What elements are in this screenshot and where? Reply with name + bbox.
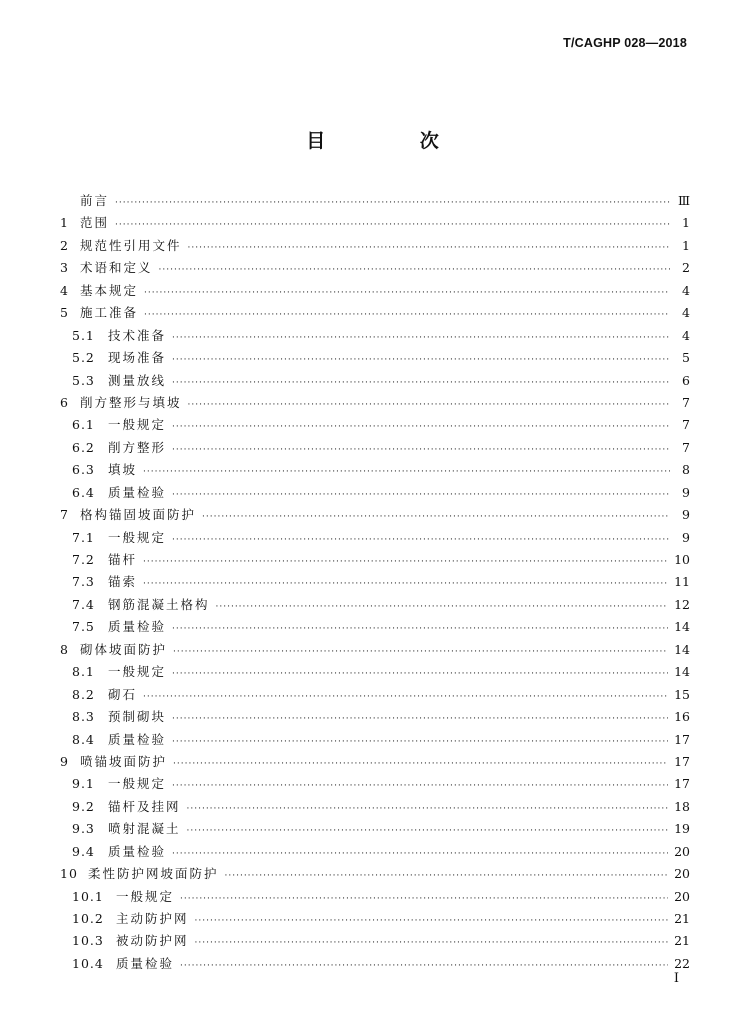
toc-entry-page: 1: [682, 237, 690, 253]
toc-entry-number: 5.3: [72, 372, 95, 388]
toc-entry-page: 9: [682, 484, 690, 500]
toc-entry-label: 质量检验: [108, 484, 167, 500]
toc-entry-number: 6: [60, 394, 69, 410]
toc-entry[interactable]: [60, 841, 690, 863]
toc-entry-page: 14: [674, 641, 690, 657]
toc-entry[interactable]: [60, 751, 690, 773]
toc-entry-page: 1: [682, 215, 690, 231]
toc-entry-number: 7: [60, 507, 69, 523]
toc-entry-number: 8.3: [72, 709, 95, 725]
toc-entry-number: 10.4: [72, 955, 104, 971]
toc-entry-number: 6.4: [72, 484, 95, 500]
toc-entry-label: 质量检验: [116, 955, 175, 971]
toc-entry-label: 质量检验: [108, 619, 167, 635]
toc-entry-page: 2: [682, 260, 690, 276]
toc-leader-dots: [115, 192, 670, 214]
toc-entry-number: 9: [60, 753, 69, 769]
toc-entry-page: 21: [674, 911, 690, 926]
toc-entry-label: 填坡: [108, 462, 138, 478]
toc-entry-label: 喷锚坡面防护: [80, 753, 168, 769]
page-number: I: [673, 971, 679, 986]
toc-entry[interactable]: [60, 437, 690, 459]
toc-entry-label: 前言: [80, 193, 110, 208]
toc-entry-number: 10.3: [72, 933, 104, 949]
toc-entry-number: 10.2: [72, 911, 104, 926]
toc-entry[interactable]: [60, 190, 690, 212]
toc-entry-page: 17: [674, 731, 690, 747]
toc-entry-label: 锚杆及挂网: [108, 798, 181, 814]
toc-entry[interactable]: [60, 594, 690, 616]
toc-leader-dots: [172, 349, 670, 371]
toc-leader-dots: [172, 372, 670, 394]
toc-entry[interactable]: [60, 235, 690, 257]
toc-entry[interactable]: [60, 729, 690, 751]
toc-leader-dots: [143, 551, 668, 573]
toc-entry[interactable]: [60, 684, 690, 706]
page-title: 目 次: [306, 130, 483, 152]
toc-leader-dots: [195, 932, 669, 954]
toc-entry-page: 20: [674, 888, 690, 904]
toc-entry[interactable]: [60, 818, 690, 840]
toc-entry-label: 锚索: [108, 574, 138, 590]
toc-entry[interactable]: [60, 863, 690, 885]
toc-entry-number: 3: [60, 260, 69, 276]
toc-entry-page: 17: [674, 753, 690, 769]
toc-leader-dots: [172, 843, 668, 865]
toc-entry-page: 11: [674, 574, 690, 590]
toc-entry-label: 一般规定: [108, 417, 167, 433]
toc-entry-page: 12: [674, 596, 690, 612]
toc-entry-number: 8.1: [72, 664, 95, 680]
toc-entry-label: 质量检验: [108, 843, 167, 859]
toc-entry-label: 施工准备: [80, 305, 139, 321]
toc-entry[interactable]: [60, 302, 690, 324]
toc-leader-dots: [188, 394, 670, 416]
toc-entry-page: 8: [682, 462, 690, 478]
toc-leader-dots: [225, 865, 669, 887]
toc-leader-dots: [195, 910, 669, 932]
toc-leader-dots: [173, 641, 668, 663]
toc-entry-page: 7: [682, 394, 690, 410]
toc-entry[interactable]: [60, 257, 690, 279]
toc-entry[interactable]: [60, 325, 690, 347]
toc-leader-dots: [188, 237, 670, 259]
toc-leader-dots: [143, 461, 670, 483]
toc-entry-label: 一般规定: [108, 776, 167, 792]
toc-entry[interactable]: [60, 280, 690, 302]
toc-entry-label: 术语和定义: [80, 260, 153, 276]
toc-entry-number: 5.2: [72, 350, 95, 366]
toc-entry[interactable]: [60, 504, 690, 526]
toc-entry-number: 7.1: [72, 529, 95, 545]
toc-entry-page: 20: [674, 866, 690, 882]
toc-entry-number: 7.5: [72, 619, 95, 635]
toc-leader-dots: [187, 798, 669, 820]
toc-leader-dots: [172, 327, 670, 349]
toc-entry-number: 8.4: [72, 731, 95, 747]
toc-entry[interactable]: [60, 482, 690, 504]
toc-entry-number: 7.2: [72, 552, 95, 567]
toc-entry-page: 20: [674, 843, 690, 859]
toc-entry-label: 喷射混凝土: [108, 821, 181, 837]
toc-entry-label: 规范性引用文件: [80, 237, 182, 253]
toc-entry[interactable]: [60, 212, 690, 234]
toc-entry-label: 质量检验: [108, 731, 167, 747]
toc-leader-dots: [115, 214, 670, 236]
toc-entry[interactable]: [60, 459, 690, 481]
toc-entry-number: 1: [60, 215, 69, 231]
toc-entry-number: 6.3: [72, 462, 95, 478]
toc-leader-dots: [180, 955, 668, 977]
toc-entry-page: 21: [674, 933, 690, 949]
toc-entry-label: 砌体坡面防护: [80, 641, 168, 657]
toc-entry-page: 14: [674, 619, 690, 635]
toc-entry[interactable]: [60, 347, 690, 369]
toc-entry-label: 基本规定: [80, 282, 139, 298]
toc-entry-number: 6.1: [72, 417, 95, 433]
toc-entry[interactable]: [60, 571, 690, 593]
toc-entry-page: 4: [682, 305, 690, 321]
toc-entry-label: 被动防护网: [116, 933, 189, 949]
toc-entry[interactable]: [60, 392, 690, 414]
toc-entry-number: 9.4: [72, 843, 95, 859]
toc-entry-number: 8.2: [72, 686, 95, 702]
toc-entry-number: 10.1: [72, 888, 104, 904]
toc-entry-page: 19: [674, 821, 690, 837]
toc-entry[interactable]: [60, 930, 690, 952]
toc-entry-page: 10: [674, 552, 690, 567]
toc-entry-number: 9.3: [72, 821, 95, 837]
toc-entry[interactable]: [60, 706, 690, 728]
toc-entry-number: 5: [60, 305, 69, 321]
toc-entry-page: 18: [674, 798, 690, 814]
toc-entry-page: Ⅲ: [677, 193, 690, 208]
toc-entry-label: 技术准备: [108, 327, 167, 343]
toc-entry[interactable]: [60, 773, 690, 795]
toc-entry-page: 15: [674, 686, 690, 702]
toc-entry-number: 8: [60, 641, 69, 657]
toc-entry-label: 削方整形: [108, 439, 167, 455]
toc-entry-label: 预制砌块: [108, 709, 167, 725]
toc-entry-label: 一般规定: [108, 664, 167, 680]
toc-leader-dots: [143, 686, 668, 708]
toc-entry-label: 柔性防护网坡面防护: [88, 866, 219, 882]
toc-leader-dots: [202, 506, 670, 528]
toc-entry-label: 测量放线: [108, 372, 167, 388]
toc-leader-dots: [180, 888, 668, 910]
toc-entry-label: 削方整形与填坡: [80, 394, 182, 410]
toc-entry-label: 主动防护网: [116, 911, 189, 926]
toc-entry-number: 7.3: [72, 574, 95, 590]
toc-entry-label: 钢筋混凝土格构: [108, 596, 210, 612]
toc-leader-dots: [172, 416, 670, 438]
toc-leader-dots: [172, 708, 668, 730]
toc-entry[interactable]: [60, 639, 690, 661]
toc-entry-number: 9.2: [72, 798, 95, 814]
toc-entry-page: 7: [682, 417, 690, 433]
toc-entry-number: 7.4: [72, 596, 95, 612]
toc-leader-dots: [172, 484, 670, 506]
toc-entry-number: 10: [60, 866, 78, 882]
toc-leader-dots: [173, 753, 668, 775]
toc-entry-number: 9.1: [72, 776, 95, 792]
toc-entry[interactable]: [60, 661, 690, 683]
toc-leader-dots: [172, 663, 668, 685]
toc-entry-label: 范围: [80, 215, 110, 231]
toc-entry-page: 9: [682, 529, 690, 545]
toc-entry[interactable]: [60, 796, 690, 818]
toc-leader-dots: [172, 439, 670, 461]
toc-leader-dots: [172, 731, 668, 753]
toc-entry[interactable]: [60, 886, 690, 908]
toc-entry-number: 4: [60, 282, 69, 298]
toc-entry-number: 5.1: [72, 327, 95, 343]
toc-leader-dots: [172, 775, 668, 797]
toc-entry[interactable]: [60, 549, 690, 571]
toc-entry-number: 6.2: [72, 439, 95, 455]
toc-entry-label: 锚杆: [108, 552, 138, 567]
toc-entry-page: 16: [674, 709, 690, 725]
document-code: T/CAGHP 028—2018: [563, 36, 687, 50]
toc-leader-dots: [143, 573, 668, 595]
toc-leader-dots: [144, 304, 670, 326]
toc-entry[interactable]: [60, 370, 690, 392]
toc-entry-page: 9: [682, 507, 690, 523]
toc-leader-dots: [172, 529, 670, 551]
toc-entry[interactable]: [60, 527, 690, 549]
toc-entry[interactable]: [60, 414, 690, 436]
toc-entry-number: 2: [60, 237, 69, 253]
toc-leader-dots: [187, 820, 669, 842]
toc-entry[interactable]: [60, 908, 690, 930]
toc-entry-page: 14: [674, 664, 690, 680]
toc-entry-page: 22: [674, 955, 690, 971]
toc-entry-page: 4: [682, 282, 690, 298]
toc-entry-label: 一般规定: [108, 529, 167, 545]
toc-entry-page: 7: [682, 439, 690, 455]
toc-entry-label: 砌石: [108, 686, 138, 702]
toc-entry-page: 5: [682, 350, 690, 366]
toc-leader-dots: [216, 596, 669, 618]
toc-entry[interactable]: [60, 616, 690, 638]
toc-entry-page: 6: [682, 372, 690, 388]
toc-leader-dots: [172, 618, 668, 640]
toc-entry-label: 一般规定: [116, 888, 175, 904]
table-of-contents: [60, 190, 690, 975]
toc-entry-label: 格构锚固坡面防护: [80, 507, 197, 523]
toc-entry-page: 4: [682, 327, 690, 343]
toc-entry-page: 17: [674, 776, 690, 792]
toc-leader-dots: [159, 259, 670, 281]
toc-entry-label: 现场准备: [108, 350, 167, 366]
toc-entry[interactable]: [60, 953, 690, 975]
toc-leader-dots: [144, 282, 670, 304]
